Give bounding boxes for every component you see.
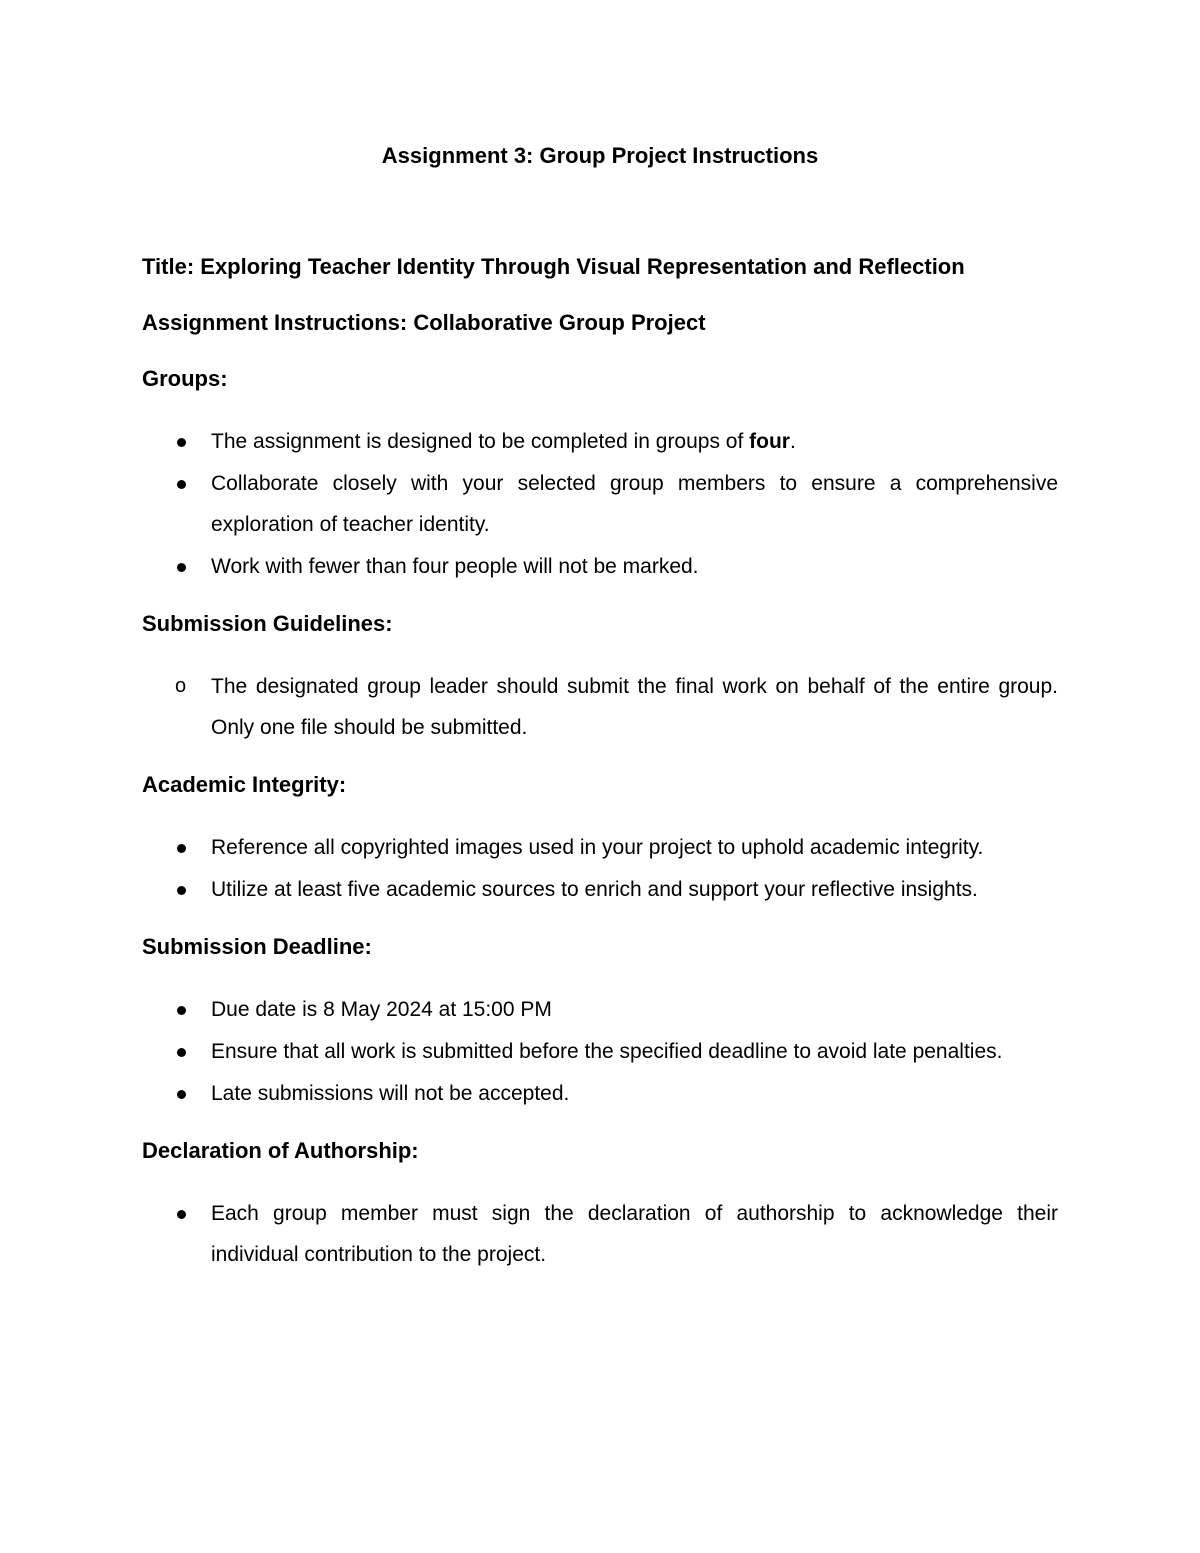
section-submission-deadline	[142, 932, 1058, 1114]
emphasis-text: four	[749, 430, 790, 453]
bullet-list	[142, 666, 1058, 748]
list-item	[142, 827, 1058, 868]
bullet-list	[142, 421, 1058, 587]
list-item-text: Utilize at least five academic sources to enrich and support your reflective insights.	[211, 878, 978, 901]
section-academic-integrity	[142, 770, 1058, 910]
list-item	[142, 463, 1058, 545]
list-item-text: Due date is 8 May 2024 at 15:00 PM	[211, 998, 552, 1021]
project-title: Title: Exploring Teacher Identity Through Visual Representation and Reflection	[142, 254, 965, 279]
list-item	[142, 666, 1058, 748]
bullet-list	[142, 989, 1058, 1114]
list-item-text: Each group member must sign the declaration of authorship to acknowledge their individual contribution to the project.	[211, 1202, 1058, 1266]
section-heading: Submission Guidelines:	[142, 611, 393, 636]
section-declaration-of-authorship	[142, 1136, 1058, 1275]
list-item	[142, 1193, 1058, 1275]
list-item-text: Reference all copyrighted images used in your project to uphold academic integrity.	[211, 836, 984, 859]
list-item-text: Late submissions will not be accepted.	[211, 1082, 570, 1105]
list-item-text: The designated group leader should submit the final work on behalf of the entire group. Only one file should be submitted.	[211, 675, 1058, 739]
section-heading: Academic Integrity:	[142, 772, 347, 797]
section-heading: Declaration of Authorship:	[142, 1138, 419, 1163]
list-item	[142, 421, 1058, 462]
list-item-text: Collaborate closely with your selected group members to ensure a comprehensive exploration of teacher identity.	[211, 472, 1058, 536]
list-item-text: Ensure that all work is submitted before the specified deadline to avoid late penalties.	[211, 1040, 1003, 1063]
list-item-text: The assignment is designed to be completed in groups of	[211, 430, 750, 453]
section-submission-guidelines	[142, 609, 1058, 748]
section-groups	[142, 364, 1058, 587]
list-item	[142, 1031, 1058, 1072]
list-item-text-end: .	[789, 430, 796, 453]
page-title: Assignment 3: Group Project Instructions	[381, 143, 819, 168]
bullet-list	[142, 1193, 1058, 1275]
list-item	[142, 546, 1058, 587]
list-item	[142, 989, 1058, 1030]
bullet-circle-icon: o	[175, 675, 187, 697]
section-heading: Submission Deadline:	[142, 934, 372, 959]
section-heading: Groups:	[142, 366, 228, 391]
list-item	[142, 1073, 1058, 1114]
instructions-heading: Assignment Instructions: Collaborative Group Project	[142, 310, 706, 335]
document-body	[142, 252, 1058, 1297]
list-item-text: Work with fewer than four people will not be marked.	[211, 555, 699, 578]
list-item	[142, 869, 1058, 910]
bullet-list	[142, 827, 1058, 910]
